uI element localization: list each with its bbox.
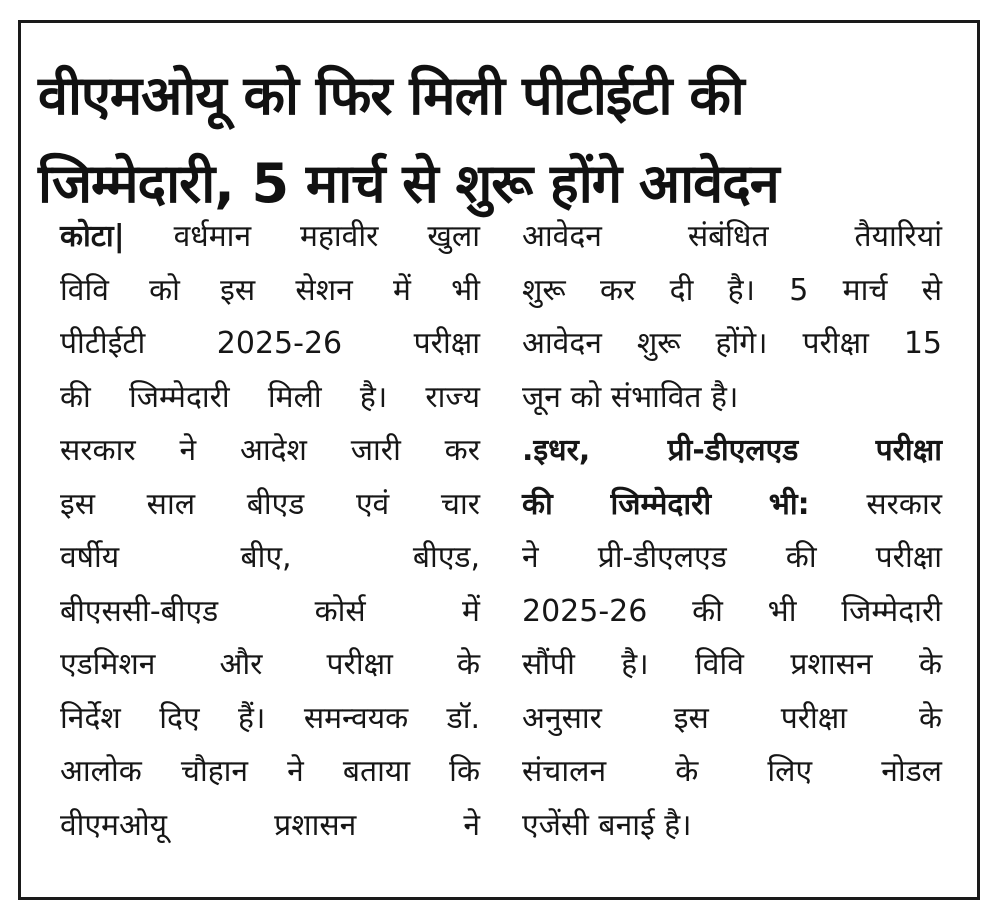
column-text: सरकार: [809, 486, 942, 522]
column-line: पीटीईटी 2025-26 परीक्षा: [60, 326, 480, 361]
column-line: 2025-26 की भी जिम्मेदारी: [522, 593, 942, 629]
article-column-right: [522, 210, 942, 852]
subheading-continued: की जिम्मेदारी भी:: [522, 486, 810, 522]
column-line: एडमिशन और परीक्षा के: [60, 647, 480, 682]
column-line: वीएमओयू प्रशासन ने: [60, 807, 480, 843]
subheading: .इधर, प्री-डीएलएड परीक्षा: [522, 433, 942, 468]
column-line: [60, 210, 480, 264]
column-line: की जिम्मेदारी मिली है। राज्य: [60, 379, 480, 415]
column-line: निर्देश दिए हैं। समन्वयक डॉ.: [60, 700, 480, 736]
column-line: [522, 478, 942, 532]
column-line: संचालन के लिए नोडल: [522, 754, 942, 789]
column-line: आवेदन संबंधित तैयारियां: [522, 219, 942, 254]
column-line: आलोक चौहान ने बताया कि: [60, 754, 480, 789]
column-line: शुरू कर दी है। 5 मार्च से: [522, 272, 942, 308]
column-text: वर्धमान महावीर खुला: [173, 219, 480, 254]
column-line: जून को संभावित है।: [522, 379, 739, 415]
column-line: ने प्री-डीएलएड की परीक्षा: [522, 540, 942, 575]
dateline: कोटा|: [60, 219, 125, 254]
column-line: अनुसार इस परीक्षा के: [522, 700, 942, 736]
column-line: सरकार ने आदेश जारी कर: [60, 433, 480, 468]
column-line: सौंपी है। विवि प्रशासन के: [522, 647, 942, 682]
column-line: आवेदन शुरू होंगे। परीक्षा 15: [522, 326, 942, 361]
column-line: बीएससी-बीएड कोर्स में: [60, 593, 480, 629]
column-line: एजेंसी बनाई है।: [522, 807, 692, 843]
column-line: विवि को इस सेशन में भी: [60, 272, 480, 308]
headline-line-1: वीएमओयू को फिर मिली पीटीईटी की: [38, 64, 744, 127]
article-column-left: [60, 210, 480, 852]
column-line: इस साल बीएड एवं चार: [60, 486, 480, 522]
column-line: वर्षीय बीए, बीएड,: [60, 540, 480, 575]
article-headline: [38, 52, 938, 228]
headline-line-2: जिम्मेदारी, 5 मार्च से शुरू होंगे आवेदन: [38, 152, 779, 215]
